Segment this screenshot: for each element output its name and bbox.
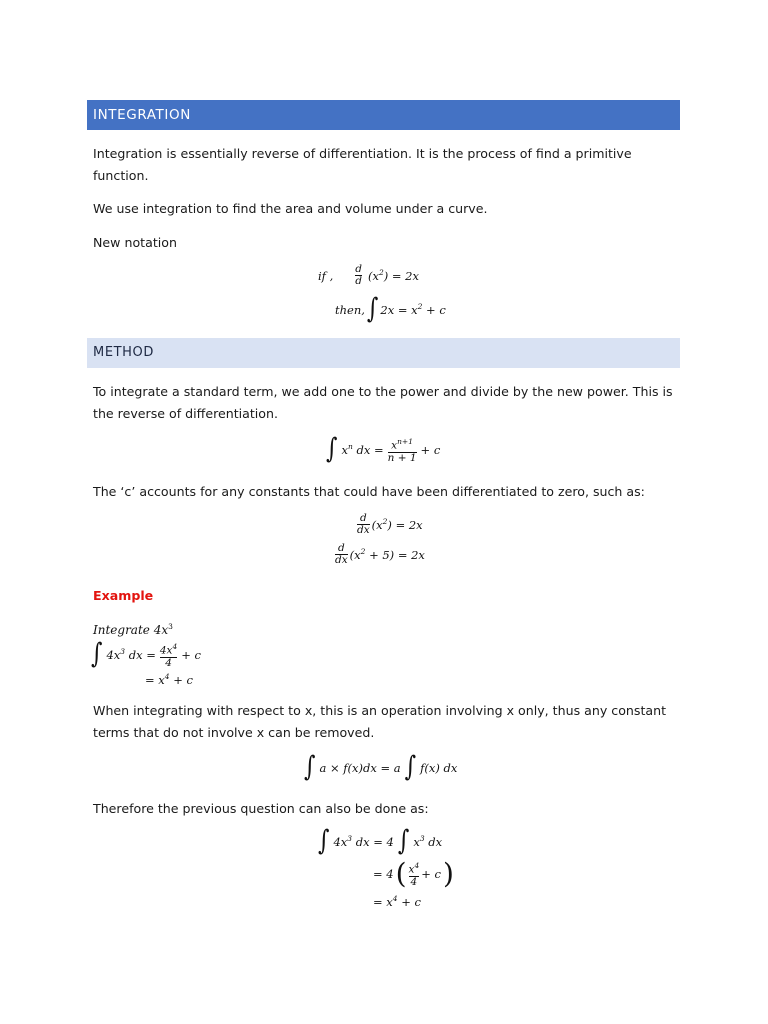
equation-if-derivative: if , $\frac{d}{d}$ $(x^2) = 2x$ xyxy=(318,263,419,287)
heading-method: METHOD xyxy=(87,338,680,368)
alt-step-1: ∫ $4x^3$ dx = 4 ∫ $x^3$ dx xyxy=(318,825,443,858)
method-paragraph: To integrate a standard term, we add one to the power and divide by the new power. This is the reverse of differentiation. xyxy=(93,384,673,421)
integral-symbol: ∫ xyxy=(397,825,410,858)
alt-step-3: = $x^4 + c$ xyxy=(373,894,421,909)
equation-derivative-x2: $\frac{d}{dx}$ $(x^2) = 2x$ xyxy=(357,512,423,536)
example-step-2: = $x^4 + c$ xyxy=(145,672,193,687)
notation-label: New notation xyxy=(93,235,177,250)
equation-derivative-x2-plus-5: $\frac{d}{dx}$ $(x^2 + 5) = 2x$ xyxy=(335,542,425,566)
integrate-prompt: Integrate $4x^3$ xyxy=(93,622,173,637)
heading-integration: INTEGRATION xyxy=(87,100,680,130)
integral-symbol: ∫ xyxy=(304,751,316,784)
integral-symbol: ∫ xyxy=(91,639,103,671)
integral-symbol: ∫ xyxy=(366,293,379,326)
equation-then-integral: then, ∫ $2x = x^2 + c$ xyxy=(335,293,446,326)
example-label: Example xyxy=(93,588,154,603)
example-step-1: ∫ $4x^3$ dx = $\frac{4x^4}{4}$ + c xyxy=(91,639,201,671)
area-paragraph: We use integration to find the area and volume under a curve. xyxy=(93,201,488,216)
alt-step-2: = 4 ( $\frac{x^4}{4}$ + c ) xyxy=(373,857,454,890)
intro-paragraph: Integration is essentially reverse of differentiation. It is the process of find a primitive function. xyxy=(93,146,632,183)
equation-constant-factor: ∫ a × f(x)dx = a ∫ f(x) dx xyxy=(304,751,458,784)
integral-symbol: ∫ xyxy=(326,434,338,466)
integral-symbol: ∫ xyxy=(318,825,330,858)
constant-paragraph: The ‘c’ accounts for any constants that could have been differentiated to zero, such as: xyxy=(93,484,645,499)
wrt-paragraph: When integrating with respect to x, this is an operation involving x only, thus any constant terms that do not involve x can be removed. xyxy=(93,703,667,740)
integral-symbol: ∫ xyxy=(404,751,417,784)
equation-power-rule: ∫ $x^n$ dx = $\frac{x^{n+1}}{n + 1}$ + c xyxy=(326,434,441,466)
previous-paragraph: Therefore the previous question can also be done as: xyxy=(93,801,429,816)
